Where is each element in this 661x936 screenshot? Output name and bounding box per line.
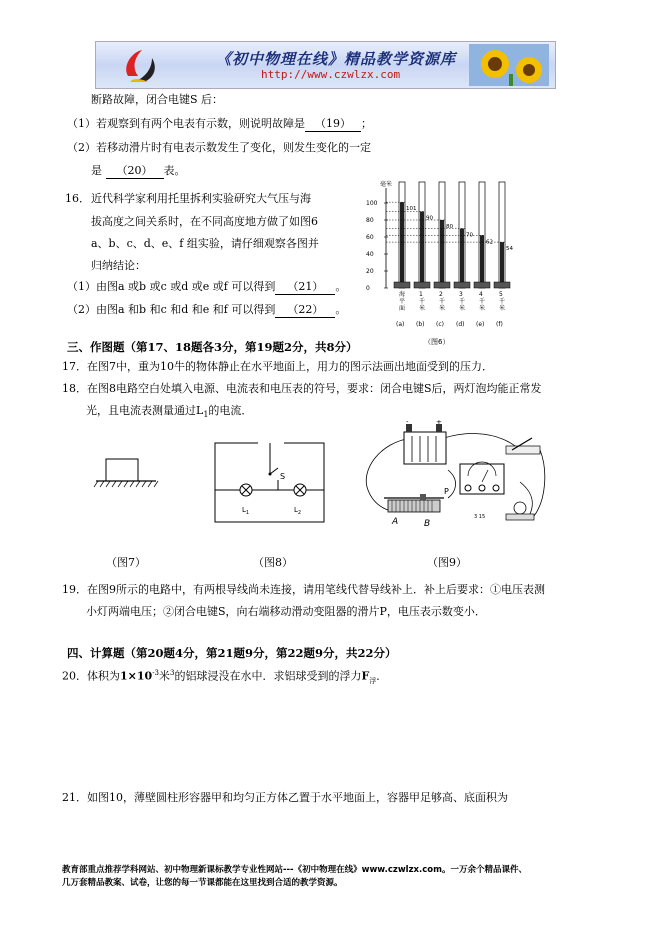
question-16-2 [67, 303, 346, 318]
value-label: 90 [426, 215, 433, 222]
tick-label: 40 [366, 251, 374, 258]
text-line: 。 [335, 303, 347, 316]
tick-label: 60 [366, 234, 374, 241]
question-number: 16． [65, 192, 90, 205]
lamp-label: $L_1$ [242, 506, 250, 516]
question-17: 17．在图7中，重为10牛的物体静止在水平地面上，用力的图示法画出地面受到的压力． [62, 360, 493, 373]
text-line: （1）由图a 或b 或c 或d 或e 或f 可以得到 [67, 280, 276, 293]
text-line: a、b、c、d、e、f 组实验，请仔细观察各图并 [91, 237, 319, 250]
question-18b [86, 404, 252, 422]
mercury-column [460, 229, 464, 289]
value-label: 54 [506, 246, 513, 253]
battery-icon [404, 420, 446, 464]
text-line: 的铝球浸没在水中．求铝球受到的浮力 [174, 669, 362, 683]
text-line: 拔高度之间关系时，在不同高度地方做了如图6 [91, 215, 318, 228]
text-line: 近代科学家利用托里拆利实验研究大气压与海 [91, 192, 311, 205]
tick-label: 0 [366, 285, 370, 292]
svg-text:+: + [436, 420, 442, 426]
terminal-label: B [424, 519, 431, 529]
altitude-label: 2 千米 [439, 291, 446, 312]
figure-caption: （图8） [253, 556, 293, 569]
value: 1×10 [120, 669, 153, 683]
tick-label: 80 [366, 217, 374, 224]
svg-text:-: - [406, 420, 409, 426]
figure-tag: (c) [436, 321, 444, 328]
altitude-label: 海平面 [399, 291, 406, 312]
value-label: 80 [446, 224, 453, 230]
switch-icon [506, 438, 540, 454]
value-label: 70 [466, 232, 473, 239]
figure-7 [88, 455, 168, 495]
subscript: 1 [203, 410, 209, 420]
figure-tag: (a) [396, 321, 405, 328]
banner-title: 《初中物理在线》精品教学资源库 [216, 50, 457, 68]
text-line: 米 [159, 669, 171, 683]
figure-8 [212, 438, 327, 528]
figure-tag: (b) [416, 321, 425, 328]
logo-icon [118, 46, 164, 84]
figure-6 [360, 178, 520, 348]
slider-label: P [444, 487, 449, 496]
mercury-column [440, 220, 444, 288]
answer-blank-22: （22） [275, 303, 335, 318]
question-19: 19．在图9所示的电路中，有两根导线尚未连接，请用笔线代替导线补上．补上后要求：①电压表测 [62, 583, 545, 596]
meter-scale: 3 15 [474, 514, 486, 520]
figure-tag: (d) [456, 321, 465, 328]
tick-label: 20 [366, 268, 374, 275]
question-16-1 [67, 280, 346, 295]
y-axis-unit: 毫米 [380, 181, 393, 188]
altitude-label: 3 千米 [459, 291, 466, 312]
tick-label: 100 [366, 200, 378, 207]
text-line: 的电流． [208, 404, 253, 417]
text-line: ． [376, 669, 388, 683]
question-21: 21．如图10，薄壁圆柱形容器甲和均匀正方体乙置于水平地面上，容器甲足够高、底面积为 [62, 791, 508, 804]
terminal-label: A [392, 517, 399, 527]
lamp-label: $L_2$ [294, 506, 302, 516]
lamp-icon [506, 502, 534, 520]
mercury-column [420, 212, 424, 289]
text-line: 光，且电流表测量通过L [86, 404, 204, 417]
text-line: 。 [335, 280, 347, 293]
question-20 [62, 666, 387, 688]
altitude-label: 5 千米 [499, 291, 506, 312]
figure-caption: （图6） [424, 338, 450, 346]
figure-caption: （图7） [106, 556, 146, 569]
banner-url: http://www.czwlzx.com [261, 68, 401, 81]
mercury-column [400, 202, 404, 288]
footer-line: 教育部重点推荐学科网站、初中物理新课标教学专业性网站---《初中物理在线》www.czwlzx.com。一万余个精品课件、 [62, 865, 527, 875]
barometer-tube [386, 182, 417, 328]
answer-blank-20: （20） [106, 164, 164, 179]
voltmeter-icon [460, 462, 504, 494]
footer-line: 几万套精品教案、试卷，让您的每一节课都能在这里找到合适的教学资源。 [62, 878, 343, 888]
altitude-label: 1 千米 [419, 291, 426, 312]
rheostat-icon [384, 494, 444, 512]
symbol: F [361, 669, 370, 683]
figure-caption: （图9） [427, 556, 467, 569]
barometer-tube [386, 182, 433, 328]
text-line: ； [361, 117, 372, 130]
header-banner [95, 41, 556, 89]
section-heading: 三、作图题（第17、18题各3分，第19题2分，共8分） [67, 340, 358, 354]
answer-blank-21: （21） [275, 280, 335, 295]
text-line: 归纳结论： [91, 259, 146, 272]
section-heading: 四、计算题（第20题4分，第21题9分，第22题9分，共22分） [67, 646, 397, 660]
mercury-column [480, 235, 484, 288]
superscript: -3 [152, 669, 160, 677]
text-line: 20．体积为 [62, 669, 120, 683]
value-label: 62 [486, 239, 493, 246]
answer-blank-19: （19） [305, 117, 361, 132]
superscript: 3 [170, 669, 175, 677]
mercury-column [500, 242, 504, 288]
text-line: 表。 [163, 164, 186, 177]
figure-tag: (e) [476, 321, 485, 328]
switch-label: S [280, 472, 286, 481]
subscript: 浮 [369, 676, 377, 685]
value-label: 101 [406, 206, 417, 213]
question-15-2: （2）若移动滑片时有电表示数发生了变化，则发生变化的一定 [67, 141, 371, 154]
altitude-label: 4 千米 [479, 291, 486, 312]
text-line: （2）由图a 和b 和c 和d 和e 和f 可以得到 [67, 303, 276, 316]
question-15-1 [67, 117, 372, 132]
sunflower-icon [469, 44, 549, 86]
text-line: 是 [91, 164, 102, 177]
question-18: 18．在图8电路空白处填入电源、电流表和电压表的符号，要求：闭合电键S后，两灯泡均能正常发 [62, 382, 542, 395]
figure-9 [360, 420, 555, 535]
text-line: 断路故障，闭合电键S 后： [91, 93, 224, 106]
figure-tag: (f) [496, 321, 503, 328]
text-line: （1）若观察到有两个电表有示数，则说明故障是 [67, 117, 305, 130]
question-19b: 小灯两端电压；②闭合电键S，向右端移动滑动变阻器的滑片P，电压表示数变小． [86, 605, 486, 618]
question-15-2b [91, 164, 186, 179]
